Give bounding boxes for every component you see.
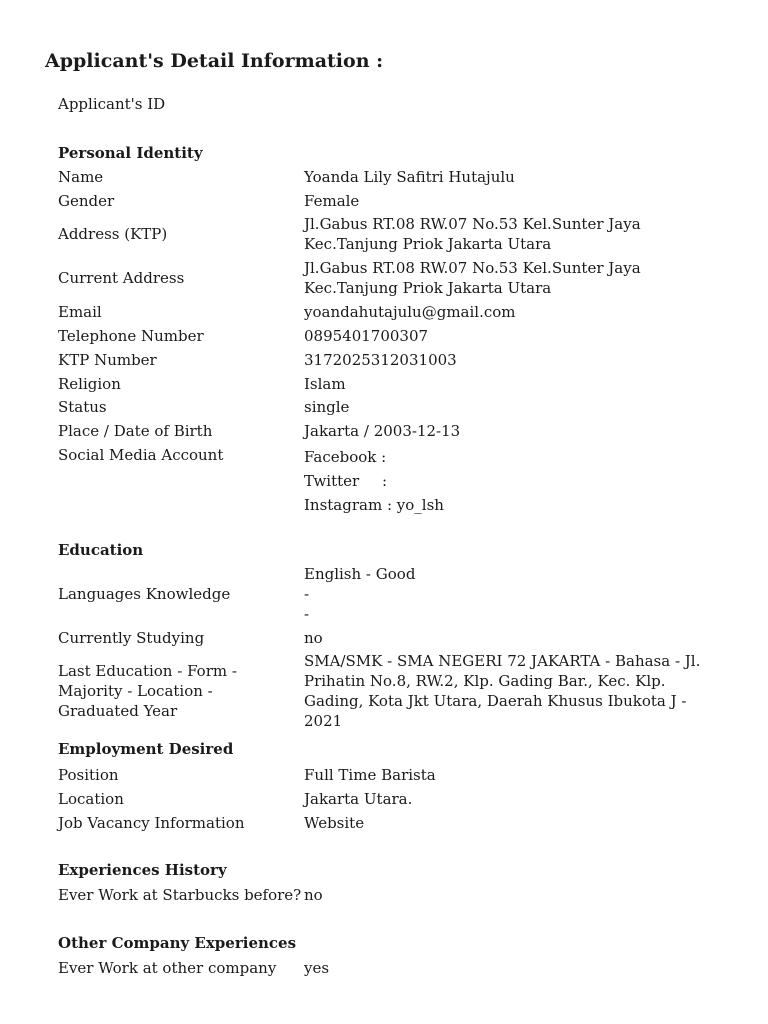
other-company-value: yes — [304, 959, 330, 977]
languages-label: Languages Knowledge — [58, 585, 231, 603]
language-3: - — [304, 605, 310, 623]
current-address-label: Current Address — [58, 269, 185, 287]
birth-value: Jakarta / 2003-12-13 — [304, 422, 461, 440]
email-label: Email — [58, 303, 102, 321]
currently-studying-value: no — [304, 629, 323, 647]
telephone-value: 0895401700307 — [304, 327, 429, 345]
currently-studying-label: Currently Studying — [58, 629, 205, 647]
facebook-line: Facebook : — [304, 448, 387, 466]
email-value: yoandahutajulu@gmail.com — [304, 303, 516, 321]
starbucks-value: no — [304, 886, 323, 904]
last-education-label: Last Education - Form - Majority - Location - Graduated Year — [58, 662, 237, 720]
page-title: Applicant's Detail Information : — [45, 50, 384, 72]
location-label: Location — [58, 790, 124, 808]
position-label: Position — [58, 766, 119, 784]
job-vacancy-value: Website — [304, 814, 365, 832]
social-media-value — [304, 445, 734, 517]
ktp-number-label: KTP Number — [58, 351, 157, 369]
applicant-id-label: Applicant's ID — [58, 95, 166, 113]
birth-label: Place / Date of Birth — [58, 422, 213, 440]
religion-label: Religion — [58, 375, 121, 393]
job-vacancy-label: Job Vacancy Information — [58, 814, 245, 832]
language-1: English - Good — [304, 565, 416, 583]
religion-value: Islam — [304, 375, 346, 393]
other-company-heading: Other Company Experiences — [58, 934, 297, 952]
experiences-heading: Experiences History — [58, 861, 227, 879]
language-2: - — [304, 585, 310, 603]
telephone-label: Telephone Number — [58, 327, 204, 345]
gender-value: Female — [304, 192, 360, 210]
gender-label: Gender — [58, 192, 115, 210]
education-heading: Education — [58, 541, 144, 559]
twitter-line — [304, 469, 734, 493]
current-address-value: Jl.Gabus RT.08 RW.07 No.53 Kel.Sunter Jaya Kec.Tanjung Priok Jakarta Utara — [304, 259, 641, 297]
instagram-line: Instagram : yo_lsh — [304, 496, 444, 514]
ktp-number-value: 3172025312031003 — [304, 351, 457, 369]
social-media-label: Social Media Account — [58, 446, 224, 464]
location-value: Jakarta Utara. — [304, 790, 413, 808]
address-ktp-value: Jl.Gabus RT.08 RW.07 No.53 Kel.Sunter Jaya Kec.Tanjung Priok Jakarta Utara — [304, 215, 641, 253]
other-company-label: Ever Work at other company — [58, 959, 277, 977]
starbucks-label: Ever Work at Starbucks before? — [58, 886, 302, 904]
status-value: single — [304, 398, 350, 416]
status-label: Status — [58, 398, 107, 416]
position-value: Full Time Barista — [304, 766, 436, 784]
address-ktp-label: Address (KTP) — [58, 225, 168, 243]
languages-value — [304, 564, 734, 624]
twitter-colon: : — [382, 472, 388, 490]
employment-heading: Employment Desired — [58, 740, 234, 758]
personal-identity-heading: Personal Identity — [58, 144, 203, 162]
last-education-value: SMA/SMK - SMA NEGERI 72 JAKARTA - Bahasa - Jl. Prihatin No.8, RW.2, Klp. Gading Bar., Kec. Klp. Gading, Kota Jkt Utara, Daerah Khusus Ibukota J - 2021 — [304, 652, 701, 730]
name-label: Name — [58, 168, 104, 186]
twitter-label: Twitter — [304, 472, 360, 490]
name-value: Yoanda Lily Safitri Hutajulu — [304, 168, 515, 186]
